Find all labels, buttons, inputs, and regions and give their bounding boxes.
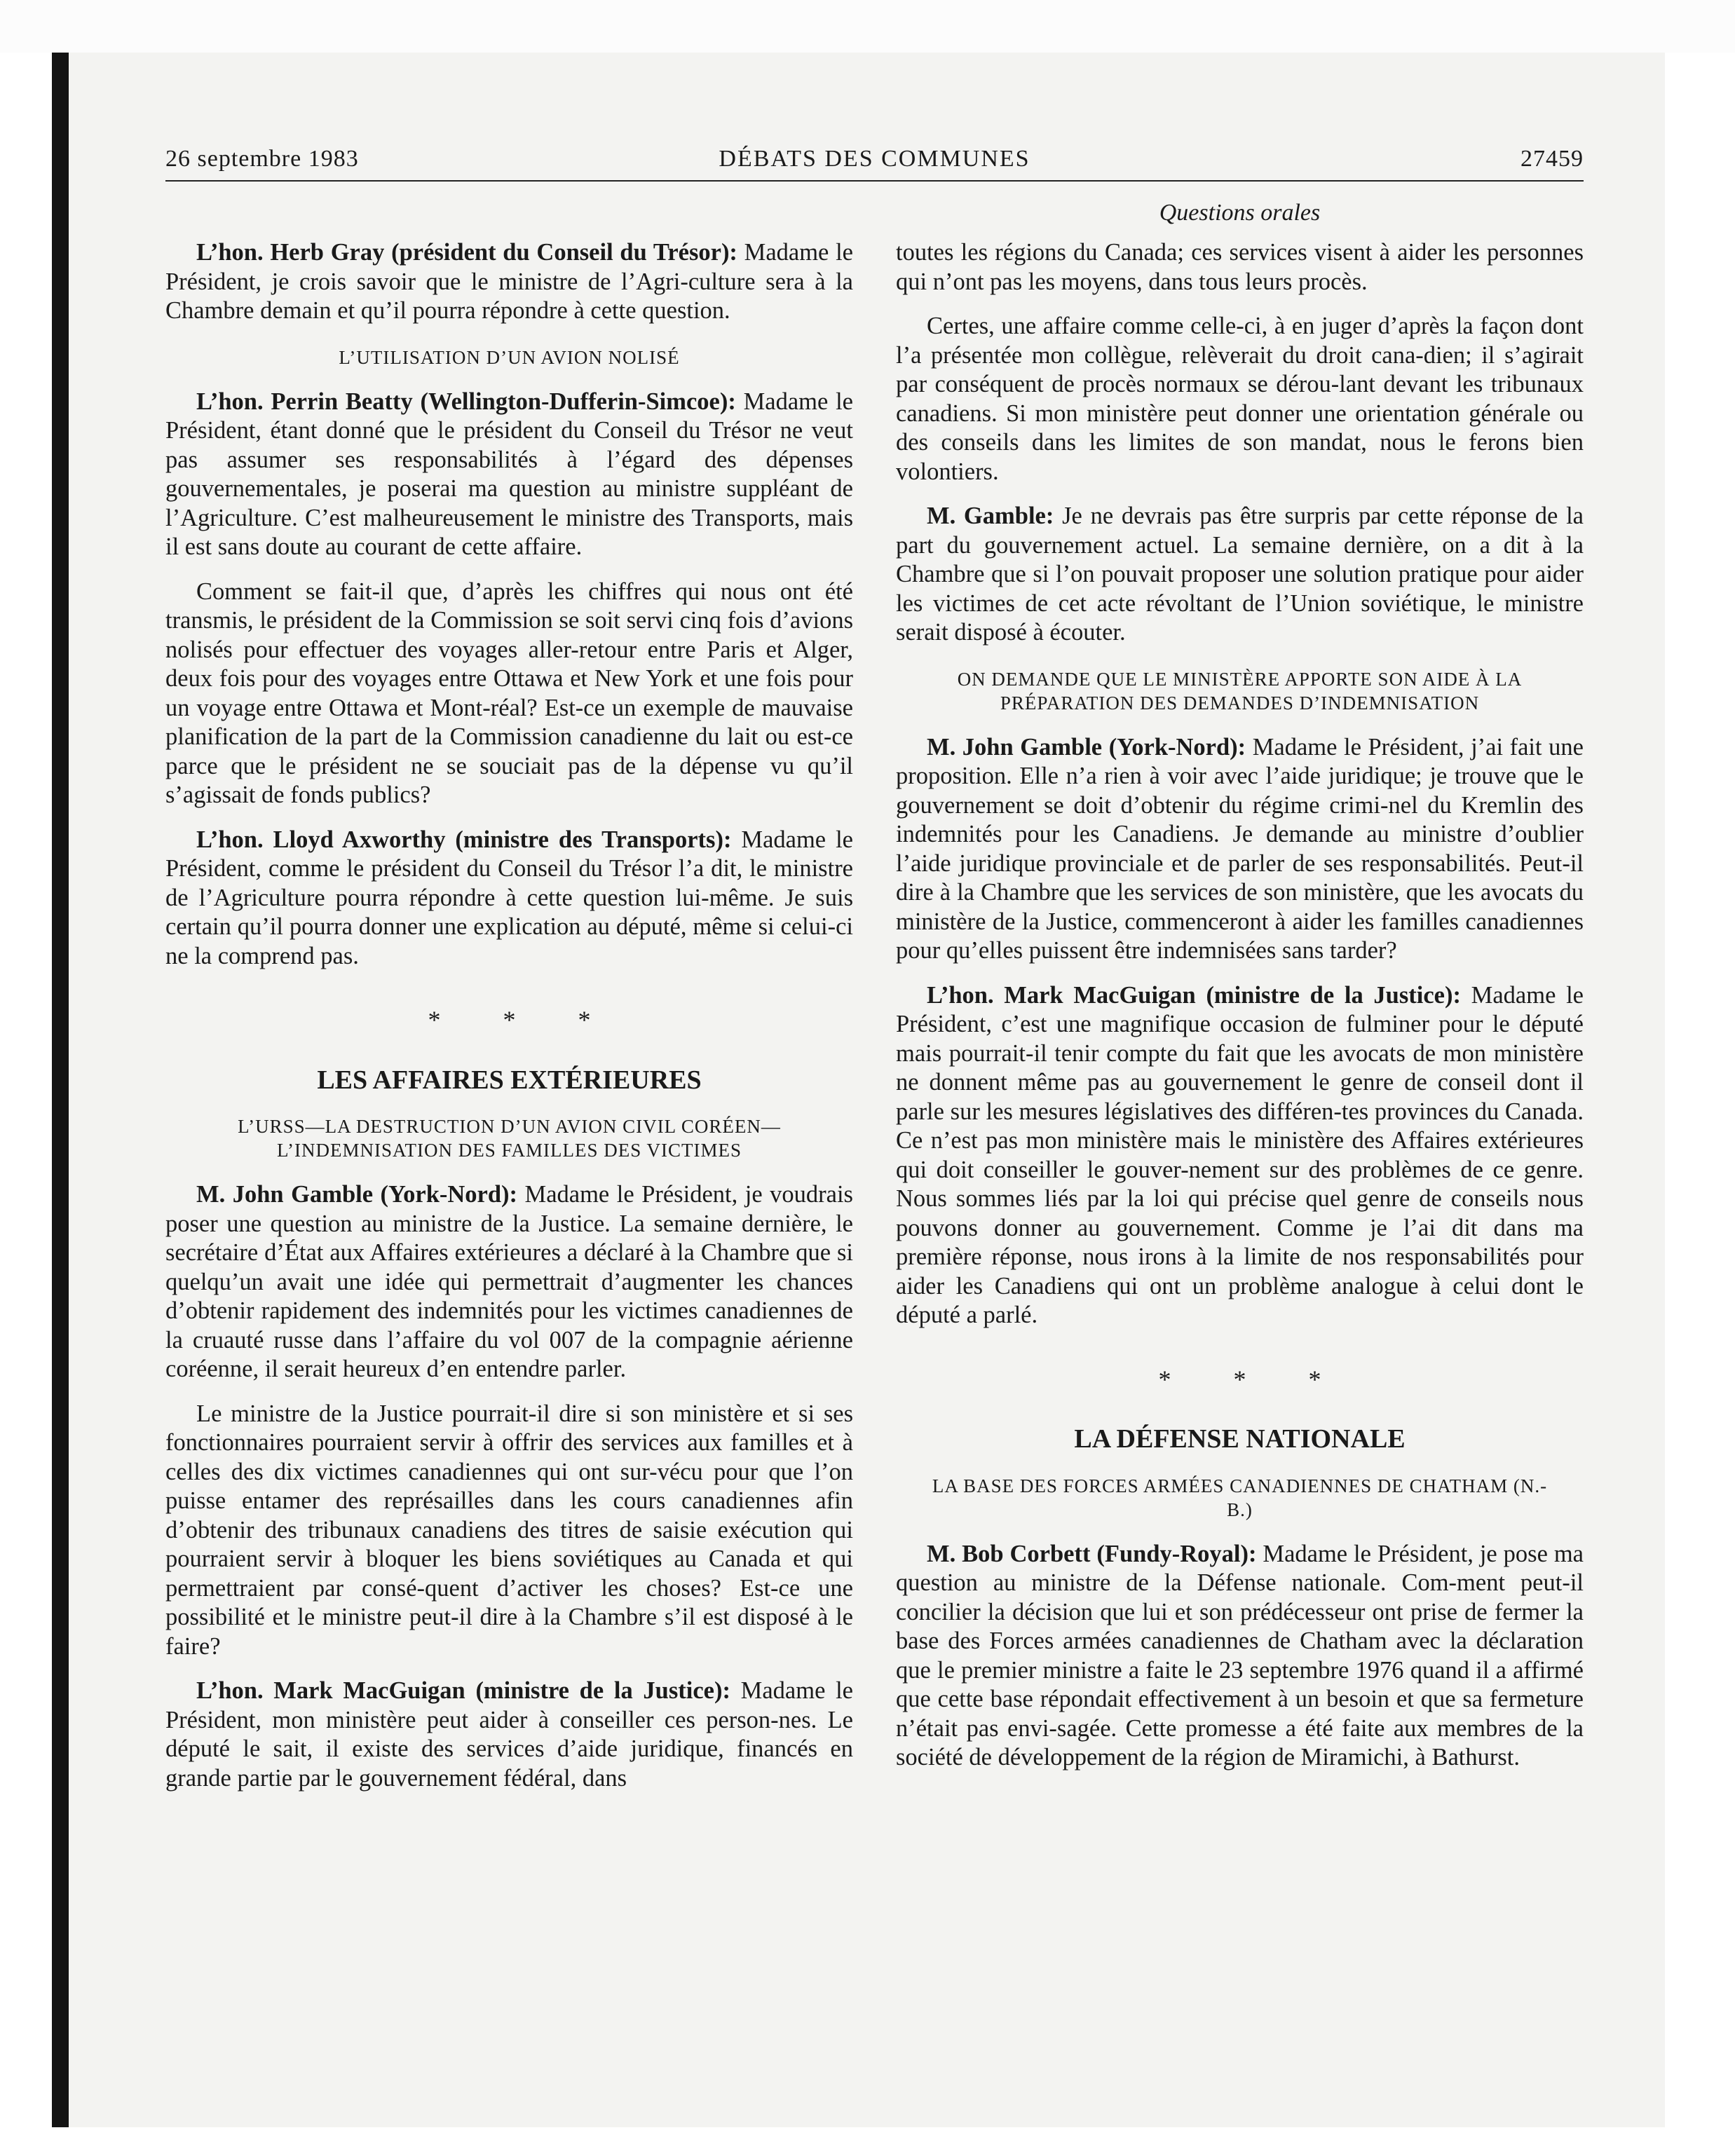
speaker-name: M. Bob Corbett (Fundy-Royal): — [927, 1540, 1257, 1567]
subheading-line: LA BASE DES FORCES ARMÉES CANADIENNES DE CHATHAM (N.- — [932, 1475, 1548, 1496]
speaker-name: M. John Gamble (York-Nord): — [196, 1181, 518, 1208]
speech-text: Je ne devrais pas être surpris par cette réponse de la part du gouvernement actuel. La semaine dernière, on a dit à la Chambre que si l’on pouvait proposer une solution pratique pour aider les victimes de cet acte révoltant de l’Union soviétique, le ministre serait disposé à écouter. — [896, 503, 1584, 646]
speech-text: Madame le Président, j’ai fait une proposition. Elle n’a rien à voir avec l’aide juridique; je trouve que le gouvernement se doit d’obtenir du régime crimi-nel du Kremlin des indemnités pour les Canadiens. Je demande au ministre d’oublier l’aide juridique provinciale et de parler de ses responsabilités. Peut-il dire à la Chambre que les services de son ministère, que les avocats du ministère de la Justice, commenceront à aider les familles canadiennes pour qu’elles puissent être indemnisées sans tarder? — [896, 733, 1584, 964]
subheading — [910, 1474, 1570, 1522]
rubric-heading: LES AFFAIRES EXTÉRIEURES — [317, 1065, 702, 1095]
header-title: DÉBATS DES COMMUNES — [719, 146, 1030, 172]
subheading-line: L’URSS—LA DESTRUCTION D’UN AVION CIVIL CORÉEN— — [238, 1116, 781, 1137]
header-rule — [165, 180, 1584, 182]
rubric-heading: LA DÉFENSE NATIONALE — [1074, 1424, 1406, 1454]
left-column — [165, 238, 853, 1808]
running-header — [165, 146, 1584, 185]
header-page-number: 27459 — [1520, 146, 1584, 172]
paragraph: Le ministre de la Justice pourrait-il dire si son ministère et si ses fonctionnaires pourraient servir à offrir des services aux familles et à celles des dix victimes canadiennes qui ont sur-vécu pour que l’on puisse entamer des représailles dans les cours canadiennes afin d’obtenir des tribunaux canadiens des titres de saisie exécution qui pourraient servir à bloquer les biens soviétiques au Canada et qui permettraient par consé-quent d’activer les choses? Est-ce une possibilité et le ministre peut-il dire à la Chambre s’il est disposé à le faire? — [165, 1400, 853, 1660]
speaker-name: L’hon. Mark MacGuigan (ministre de la Justice): — [927, 981, 1461, 1009]
subheading — [179, 1114, 839, 1162]
section-label: Questions orales — [1159, 200, 1321, 226]
paragraph — [896, 1540, 1584, 1773]
paragraph — [165, 1677, 853, 1793]
speaker-name: L’hon. Lloyd Axworthy (ministre des Transports): — [196, 826, 732, 853]
subheading-line: ON DEMANDE QUE LE MINISTÈRE APPORTE SON AIDE À LA — [957, 668, 1523, 690]
paragraph: Comment se fait-il que, d’après les chiffres qui nous ont été transmis, le président de la Commission se soit servi cinq fois d’avions nolisés pour effectuer des voyages aller-retour entre Paris et Alger, deux fois pour des voyages entre Ottawa et New York et une fois pour un voyage entre Ottawa et Mont-réal? Est-ce un exemple de mauvaise planification de la part de la Commission canadienne du lait ou est-ce parce que le président ne se souciait pas de la dépense vu qu’il s’agissait de fonds publics? — [165, 578, 853, 808]
section-separator: * * * — [428, 1006, 619, 1034]
section-separator: * * * — [1158, 1365, 1349, 1393]
speech-text: Madame le Président, comme le président du Conseil du Trésor l’a dit, le ministre de l’Agriculture pourra répondre à cette question lui-même. Je suis certain qu’il pourra donner une explication au député, même si celui-ci ne la comprend pas. — [165, 826, 853, 969]
subheading-line: L’INDEMNISATION DES FAMILLES DES VICTIMES — [276, 1140, 742, 1161]
paragraph — [165, 238, 853, 326]
speaker-name: L’hon. Mark MacGuigan (ministre de la Justice): — [196, 1677, 730, 1704]
speech-text: Madame le Président, c’est une magnifique occasion de fulminer pour le député mais pourrait-il tenir compte du fait que les avocats de mon ministère ne donnent même pas au gouvernement le genre de conseil dont il parle sur les mesures législatives des différen-tes provinces du Canada. Ce n’est pas mon ministère mais le ministère des Affaires extérieures qui doit conseiller le gouver-nement sur des problèmes de ce genre. Nous sommes liés par la loi qui précise quel genre de conseils nous pouvons donner au gouvernement. Comme je l’ai dit dans ma première réponse, nous irons à la limite de nos responsabilités pour aider les Canadiens qui ont un problème analogue à celui dont le député a parlé. — [896, 981, 1584, 1328]
speaker-name: L’hon. Perrin Beatty (Wellington-Dufferin-Simcoe): — [196, 388, 736, 415]
subheading-line: PRÉPARATION DES DEMANDES D’INDEMNISATION — [1000, 692, 1480, 714]
header-date: 26 septembre 1983 — [165, 146, 359, 172]
speaker-name: M. Gamble: — [927, 503, 1054, 529]
subheading — [910, 667, 1570, 715]
paragraph — [165, 826, 853, 971]
paragraph — [165, 1180, 853, 1384]
speech-text: Madame le Président, étant donné que le président du Conseil du Trésor ne veut pas assumer ses responsabilités à l’égard des dépenses gouvernementales, je poserai ma question au ministre suppléant de l’Agriculture. C’est malheureusement le ministre des Transports, mais il est sans doute au courant de cette affaire. — [165, 388, 853, 560]
paragraph: toutes les régions du Canada; ces services visent à aider les personnes qui n’ont pas les moyens, dans tous leurs procès. — [896, 239, 1584, 295]
paragraph — [165, 388, 853, 562]
speech-text: Madame le Président, je crois savoir que le ministre de l’Agri-culture sera à la Chambre demain et qu’il pourra répondre à cette question. — [165, 239, 854, 324]
subheading-line: B.) — [1227, 1499, 1253, 1520]
speaker-name: L’hon. Herb Gray (président du Conseil du Trésor): — [196, 239, 737, 266]
paragraph — [896, 733, 1584, 966]
speaker-name: M. John Gamble (York-Nord): — [927, 733, 1246, 760]
paragraph — [896, 981, 1584, 1330]
scan-binding-edge — [52, 53, 69, 2127]
speech-text: Madame le Président, mon ministère peut aider à conseiller ces person-nes. Le député le sait, il existe des services d’aide juridique, financés en grande partie par le gouvernement fédéral, dans — [165, 1677, 853, 1792]
paragraph: Certes, une affaire comme celle-ci, à en juger d’après la façon dont l’a présentée mon collègue, relèverait du droit cana-dien; il s’agirait par conséquent de procès normaux se dérou-lant devant les tribunaux canadiens. Si mon ministère peut donner une orientation générale ou des conseils dans les limites de son mandat, nous le ferons bien volontiers. — [896, 313, 1584, 485]
scan-margin — [0, 0, 1735, 53]
right-column — [896, 238, 1584, 1788]
subheading: L’UTILISATION D’UN AVION NOLISÉ — [339, 346, 680, 368]
speech-text: Madame le Président, je pose ma question au ministre de la Défense nationale. Com-ment peut-il concilier la décision que lui et son prédécesseur ont prise de fermer la base des Forces armées canadiennes de Chatham avec la déclaration que le premier ministre a faite le 23 septembre 1976 quand il a affirmé que cette base répondait effectivement à un besoin et que sa fermeture n’était pas envi-sagée. Cette promesse a été faite aux membres de la société de développement de la région de Miramichi, à Bathurst. — [896, 1540, 1584, 1770]
paragraph — [896, 502, 1584, 648]
speech-text: Madame le Président, je voudrais poser une question au ministre de la Justice. La semaine dernière, le secrétaire d’État aux Affaires extérieures a déclaré à la Chambre que si quelqu’un avait une idée qui permettrait d’augmenter les chances d’obtenir rapidement des indemnités pour les victimes canadiennes de la cruauté russe dans l’affaire du vol 007 de la compagnie aérienne coréenne, il serait heureux d’en entendre parler. — [165, 1181, 853, 1382]
